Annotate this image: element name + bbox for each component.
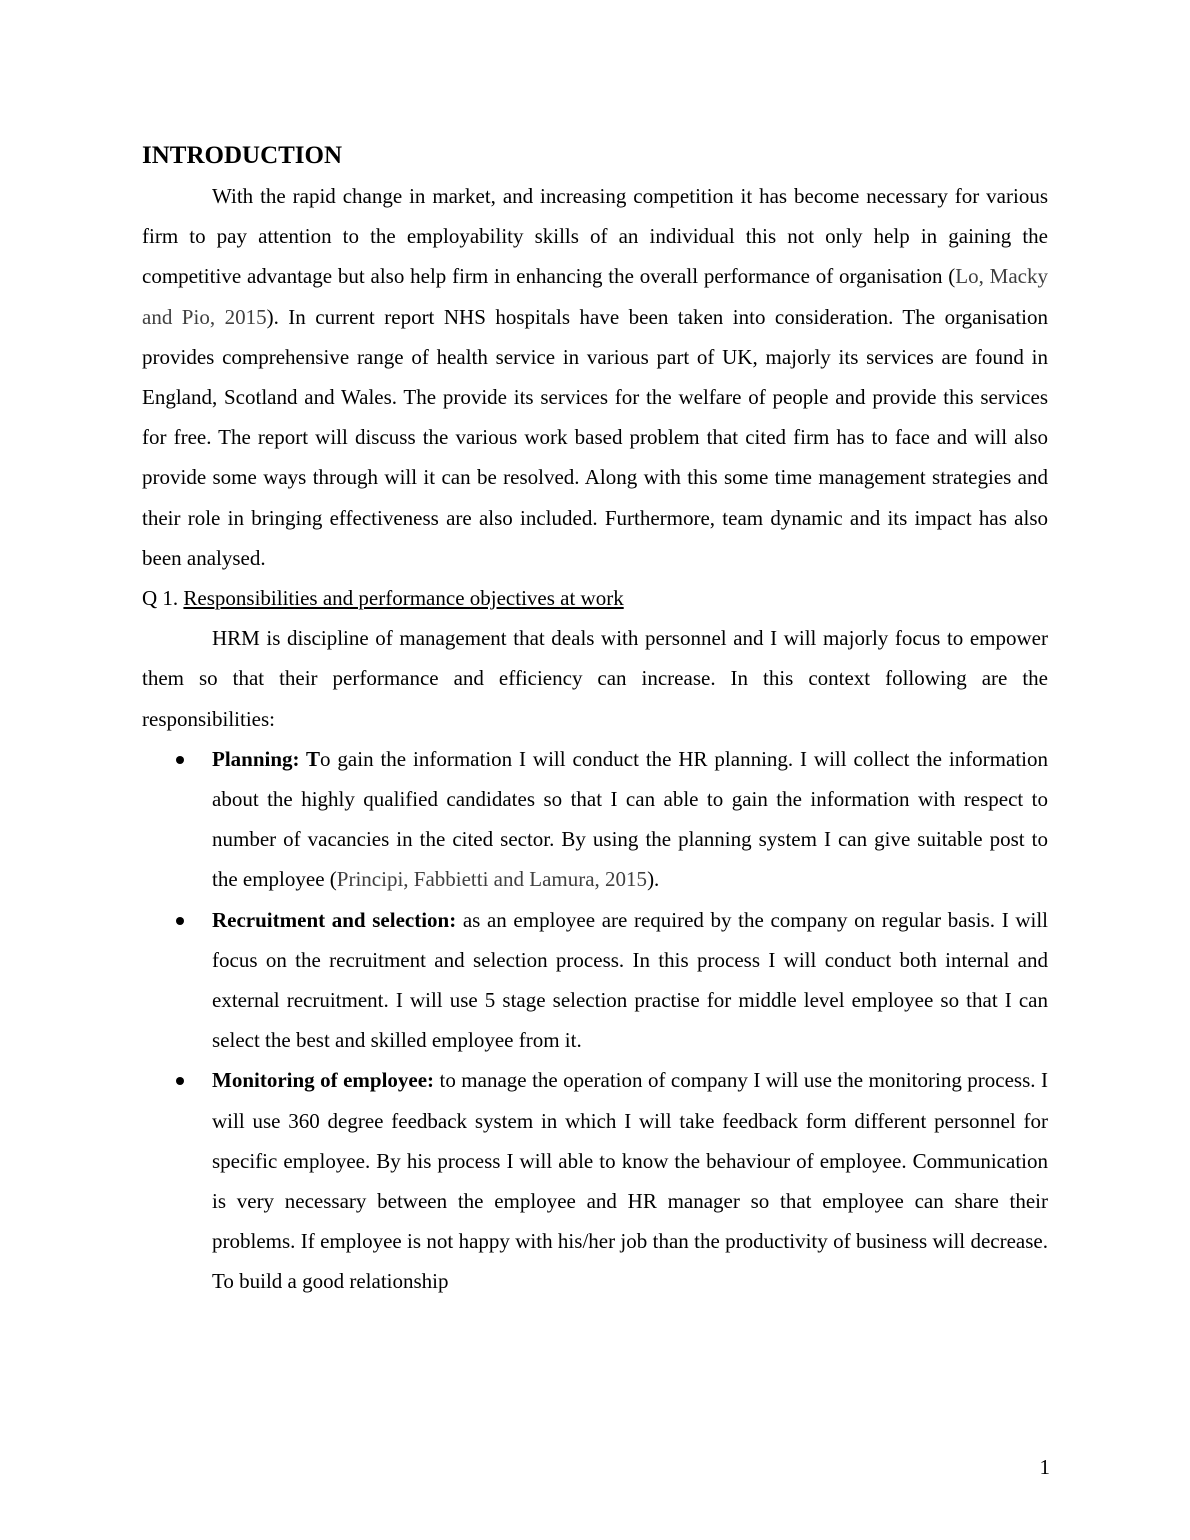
citation: Lo, Macky and Pio, 2015 [142, 264, 1048, 329]
item-label: Monitoring of employee: [212, 1068, 435, 1093]
section-heading-introduction: INTRODUCTION [142, 142, 343, 169]
list-item-recruitment [142, 900, 1048, 1061]
item-text: o gain the information I will conduct the HR planning. I will collect the information about the highly qualified candidates so that I can able to gain the information with respect to number of vacancies in the cited sector. By using the planning system I can give suitable post to the employee ( [212, 746, 1049, 892]
item-text: to manage the operation of company I will use the monitoring process. I will use 360 degree feedback system in which I will take feedback form different personnel for specific employee. By his process I will able to know the behaviour of employee. Communication is very necessary between the employee and HR manager so that employee can share their problems. If employee is not happy with his/her job than the productivity of business will decrease. To build a good relationship [212, 1068, 1048, 1294]
page-content [142, 138, 1048, 1302]
question-title: Responsibilities and performance objectives at work [183, 586, 624, 611]
list-item-planning [142, 739, 1048, 900]
bullet-icon [176, 917, 184, 925]
item-text: as an employee are required by the company on regular basis. I will focus on the recruitment and selection process. In this process I will conduct both internal and external recruitment. I will use 5 stage selection practise for middle level employee so that I can select the best and skilled employee from it. [212, 907, 1048, 1053]
hrm-paragraph: HRM is discipline of management that deals with personnel and I will majorly focus to empower them so that their performance and efficiency can increase. In this context following are the responsibilities: [142, 626, 1048, 731]
page-number: 1 [1039, 1455, 1050, 1479]
item-text-end: ). [647, 867, 660, 892]
intro-text-end: ). In current report NHS hospitals have been taken into consideration. The organisation provides comprehensive range of health service in various part of UK, majorly its services are found in England, Scotland and Wales. The provide its services for the welfare of people and provide this services for free. The report will discuss the various work based problem that cited firm has to face and will also provide some ways through will it can be resolved. Along with this some time management strategies and their role in bringing effectiveness are also included. Furthermore, team dynamic and its impact has also been analysed. [142, 304, 1049, 570]
list-item-monitoring [142, 1060, 1048, 1301]
question-heading [142, 578, 1048, 618]
intro-text-start: With the rapid change in market, and increasing competition it has become necessary for various firm to pay attention to the employability skills of an individual this not only help in gaining the competitive advantage but also help firm in enhancing the overall performance of organisation ( [142, 184, 1048, 289]
intro-paragraph [142, 176, 1048, 578]
item-label: Recruitment and selection: [212, 907, 457, 932]
question-number: Q 1. [142, 586, 184, 611]
item-label: Planning: T [212, 746, 321, 771]
bullet-icon [176, 756, 184, 764]
citation: Principi, Fabbietti and Lamura, 2015 [336, 867, 648, 892]
responsibilities-list [142, 739, 1048, 1302]
bullet-icon [176, 1077, 184, 1085]
